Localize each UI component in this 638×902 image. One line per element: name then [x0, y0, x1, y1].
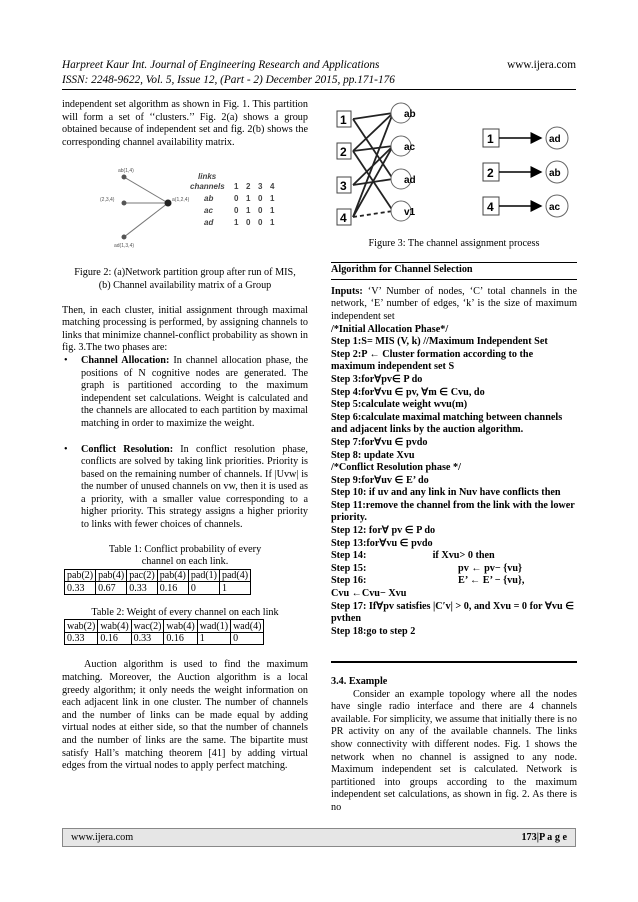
table-header-cell: wab(2)	[65, 620, 98, 633]
channel-node-label: 1	[340, 113, 347, 127]
node-center	[165, 200, 172, 207]
table-header-cell: pab(4)	[96, 569, 127, 582]
node-label-center: a(1,2,4)	[172, 197, 190, 204]
algo-line: /*Conflict Resolution phase */	[331, 462, 461, 474]
algo-line: /*Initial Allocation Phase*/	[331, 323, 449, 335]
matrix-cell: 0	[246, 218, 251, 228]
channel-node-label: 4	[340, 211, 347, 225]
table-header-cell: pab(2)	[65, 569, 96, 582]
matrix-cell: 1	[270, 206, 275, 216]
phases-paragraph: Then, in each cluster, initial assignment through maximal matching processing is performed, by assigning channels to links that minimize channel-conflict probability as shown in fig. 3.The two phases are:	[62, 304, 308, 354]
example-section	[331, 676, 577, 815]
section-title: 3.4. Example	[331, 676, 388, 687]
table-cell: 0.33	[127, 582, 158, 595]
table-header-cell: wab(4)	[98, 620, 131, 633]
phase-list	[62, 355, 308, 532]
node-label-ab: ab(1,4)	[118, 168, 134, 175]
matrix-cell: 0	[258, 206, 263, 216]
algo-line: Step 9:for∀uv ∈ E’ do	[331, 474, 429, 486]
table-header-cell: wab(4)	[164, 620, 197, 633]
matrix-row-label: ab	[204, 194, 214, 204]
edge-ad	[124, 203, 168, 237]
algo-line: Step 10: if uv and any link in Nuv have conflicts then	[331, 487, 561, 499]
matrix-cell: 1	[234, 218, 239, 228]
matrix-cell: 1	[270, 218, 275, 228]
algo-line: Step 11:remove the channel from the link with the lower priority.	[331, 499, 575, 524]
table-cell: 0	[231, 632, 264, 645]
matrix-cell: 0	[258, 194, 263, 204]
matrix-row-label: ac	[204, 206, 213, 216]
table-1-caption: Table 1: Conflict probability of every channel on each link.	[108, 543, 262, 568]
virtual-node-label: v1	[404, 207, 416, 218]
algo-line: Step 12: for∀ pv ∈ P do	[331, 525, 436, 537]
table-cell: 0.16	[98, 632, 131, 645]
matrix-title: links	[198, 172, 217, 182]
algorithm-end-rule	[331, 661, 577, 663]
table-header-cell: pac(2)	[127, 569, 158, 582]
matrix-cell: 1	[270, 194, 275, 204]
node-ac	[122, 201, 127, 206]
table-cell: 0.67	[96, 582, 127, 595]
virtual-edge	[353, 211, 393, 217]
table-row	[65, 569, 251, 582]
table-header-cell: wad(1)	[197, 620, 230, 633]
page-footer	[62, 828, 576, 847]
algo-line: Step 2:P ← Cluster formation according to the maximum independent set S	[331, 348, 534, 373]
channel-availability-matrix	[190, 172, 275, 227]
result-channel-label: 4	[487, 200, 494, 214]
algo-line: Step 17: If∀pv satisfies |C′v| > 0, and Xvu = 0 for ∀vu ∈ pvthen	[331, 600, 575, 625]
matrix-col-2: 2	[246, 182, 251, 192]
table-cell: 0.33	[65, 582, 96, 595]
algo-line: Step 4:for∀vu ∈ pv, ∀m ∈ Cvu, do	[331, 386, 485, 398]
algo-line: Step 7:for∀vu ∈ pvdo	[331, 436, 428, 448]
journal-line: Harpreet Kaur Int. Journal of Engineering Research and Applications	[62, 59, 380, 71]
table-header-cell: wad(4)	[231, 620, 264, 633]
table-cell: 1	[219, 582, 250, 595]
bipartite-edges	[353, 113, 393, 217]
edge	[353, 146, 393, 217]
table-cell: 0.33	[131, 632, 164, 645]
link-node-label: ad	[404, 175, 416, 186]
bullet-head: Channel Allocation:	[81, 354, 170, 366]
inputs-text: ‘V’ Number of nodes, ‘C’ total channels in the network, ‘E’ number of edges, ‘k’ is the size of maximum independent set	[331, 285, 577, 322]
example-paragraph: Consider an example topology where all the nodes have single radio interface and there are 4 channels available. For simplicity, we assume that initially there is no PR activity on any of the available channels. The links show connectivity with different nodes. Fig. 1 shows the network when no channel is assigned to any node. Maximum independent set is calculated. Network is partitioned into groups according to the maximum independent set calculations, as shown in fig. 2. As there is no	[331, 688, 577, 813]
channel-node-label: 2	[340, 145, 347, 159]
matrix-cell: 1	[246, 206, 251, 216]
algo-line: Step 13:for∀vu ∈ pvdo	[331, 537, 433, 549]
algorithm-steps	[331, 324, 577, 639]
header-rule	[62, 89, 576, 90]
footer-url[interactable]: www.ijera.com	[71, 832, 134, 843]
inputs-label: Inputs:	[331, 285, 363, 297]
bullet-head: Conflict Resolution:	[81, 443, 174, 455]
matrix-row-label: ad	[204, 218, 214, 228]
table-cell: 1	[197, 632, 230, 645]
figure-2-caption: Figure 2: (a)Network partition group after run of MIS, (b) Channel availability matrix of a Group	[74, 267, 296, 291]
algorithm-inputs	[331, 286, 577, 324]
list-item	[62, 444, 308, 532]
node-ad	[122, 235, 127, 240]
figure-3	[331, 99, 577, 227]
page-number: 173|P a g e	[521, 832, 567, 843]
table-row	[65, 582, 251, 595]
table-header-cell: wac(2)	[131, 620, 164, 633]
edge-ab	[124, 177, 168, 203]
channel-node-label: 3	[340, 179, 347, 193]
table-header-cell: pab(4)	[157, 569, 188, 582]
bullet-text: In channel allocation phase, the positions of N cognitive nodes are generated. The graph is partitioned according to the maximum independent set calculations. Weight is calculated and the channels are allocated to each partition by maximal matching in order to maximize the weight.	[81, 354, 308, 429]
matrix-cell: 0	[258, 218, 263, 228]
list-item	[62, 355, 308, 431]
bullet-icon: •	[64, 354, 68, 366]
left-column	[62, 99, 308, 773]
algo-line: Step 5:calculate weight wvu(m)	[331, 399, 468, 411]
table-1	[64, 569, 251, 595]
link-node-label: ab	[404, 109, 416, 120]
bullet-icon: •	[64, 443, 68, 455]
node-label-ad: ad(1,3,4)	[114, 243, 135, 250]
matrix-col-3: 3	[258, 182, 263, 192]
algo-line: Step 18:go to step 2	[331, 625, 416, 637]
page-header	[62, 58, 576, 87]
algo-line: Step 1:S= MIS (V, k) //Maximum Independent Set	[331, 336, 548, 348]
intro-paragraph: independent set algorithm as shown in Fig. 1. This partition will form a set of ‘‘clusters.’’ Fig. 2(a) shows a group obtained because of independent set and fig. 2(b) shows the corresponding channel availability matrix.	[62, 99, 308, 148]
figure-3-caption: Figure 3: The channel assignment process	[368, 237, 540, 249]
result-channel-label: 2	[487, 166, 494, 180]
journal-url[interactable]: www.ijera.com	[507, 59, 576, 71]
matrix-cell: 1	[246, 194, 251, 204]
algo-line: Step 3:for∀pv∈ P do	[331, 373, 423, 385]
table-header-cell: pad(4)	[219, 569, 250, 582]
algo-line: Step 16: E’ ← E’ − {vu},	[331, 575, 525, 587]
node-label-ac: (2,3,4)	[100, 197, 115, 204]
node-ab	[122, 175, 127, 180]
table-cell: 0.16	[164, 632, 197, 645]
figure-2	[62, 159, 308, 263]
algo-line: Cvu ←Cvu− Xvu	[331, 588, 407, 600]
issn-line: ISSN: 2248-9622, Vol. 5, Issue 12, (Part - 2) December 2015, pp.171-176	[62, 73, 395, 86]
matrix-col-1: 1	[234, 182, 239, 192]
table-cell: 0.16	[157, 582, 188, 595]
matrix-cell: 0	[234, 194, 239, 204]
table-row	[65, 632, 264, 645]
network-partition-graph	[100, 168, 190, 249]
table-2	[64, 619, 264, 645]
matrix-cell: 0	[234, 206, 239, 216]
table-row	[65, 620, 264, 633]
bullet-text: In conflict resolution phase, conflicts are solved by taking link priorities. Priority is based on the remaining number of channels. If |Uvw| is the number of unused channels on vw, then it is used as a priority, with a smaller value corresponding to a higher priority. This strategy assigns a higher priority to links with fewer choices of channels.	[81, 443, 308, 531]
result-link-label: ac	[549, 202, 561, 213]
table-header-cell: pad(1)	[188, 569, 219, 582]
algo-line: Step 15: pv ← pv− {vu}	[331, 562, 523, 574]
matrix-subtitle: channels	[190, 182, 225, 192]
result-link-label: ab	[549, 168, 561, 179]
result-link-label: ad	[549, 134, 561, 145]
algo-line: Step 14: if Xvu> 0 then	[331, 550, 495, 562]
algo-line: Step 8: update Xvu	[331, 449, 415, 461]
right-column	[331, 99, 577, 638]
result-channel-label: 1	[487, 132, 494, 146]
table-cell: 0	[188, 582, 219, 595]
table-2-caption: Table 2: Weight of every channel on each link	[91, 606, 279, 618]
algorithm-title: Algorithm for Channel Selection	[331, 262, 577, 280]
algo-line: Step 6:calculate maximal matching between channels and adjacent links by the auction algorithm.	[331, 411, 563, 436]
table-cell: 0.33	[65, 632, 98, 645]
matrix-col-4: 4	[270, 182, 275, 192]
auction-paragraph: Auction algorithm is used to find the maximum matching. Moreover, the Auction algorithm is a local greedy algorithm; it only needs the weight information on each adjacent link in one cluster. The number of channels and the number of links can be made equal by adding virtual nodes at either side, so that the number of channels and the number of links are the same. The bipartite must satisfy Hall’s matching theorem [41] by adding virtual edges from the virtual nodes to apply perfect matching.	[62, 659, 308, 772]
link-node-label: ac	[404, 142, 416, 153]
figure-2-graphic	[62, 159, 308, 263]
